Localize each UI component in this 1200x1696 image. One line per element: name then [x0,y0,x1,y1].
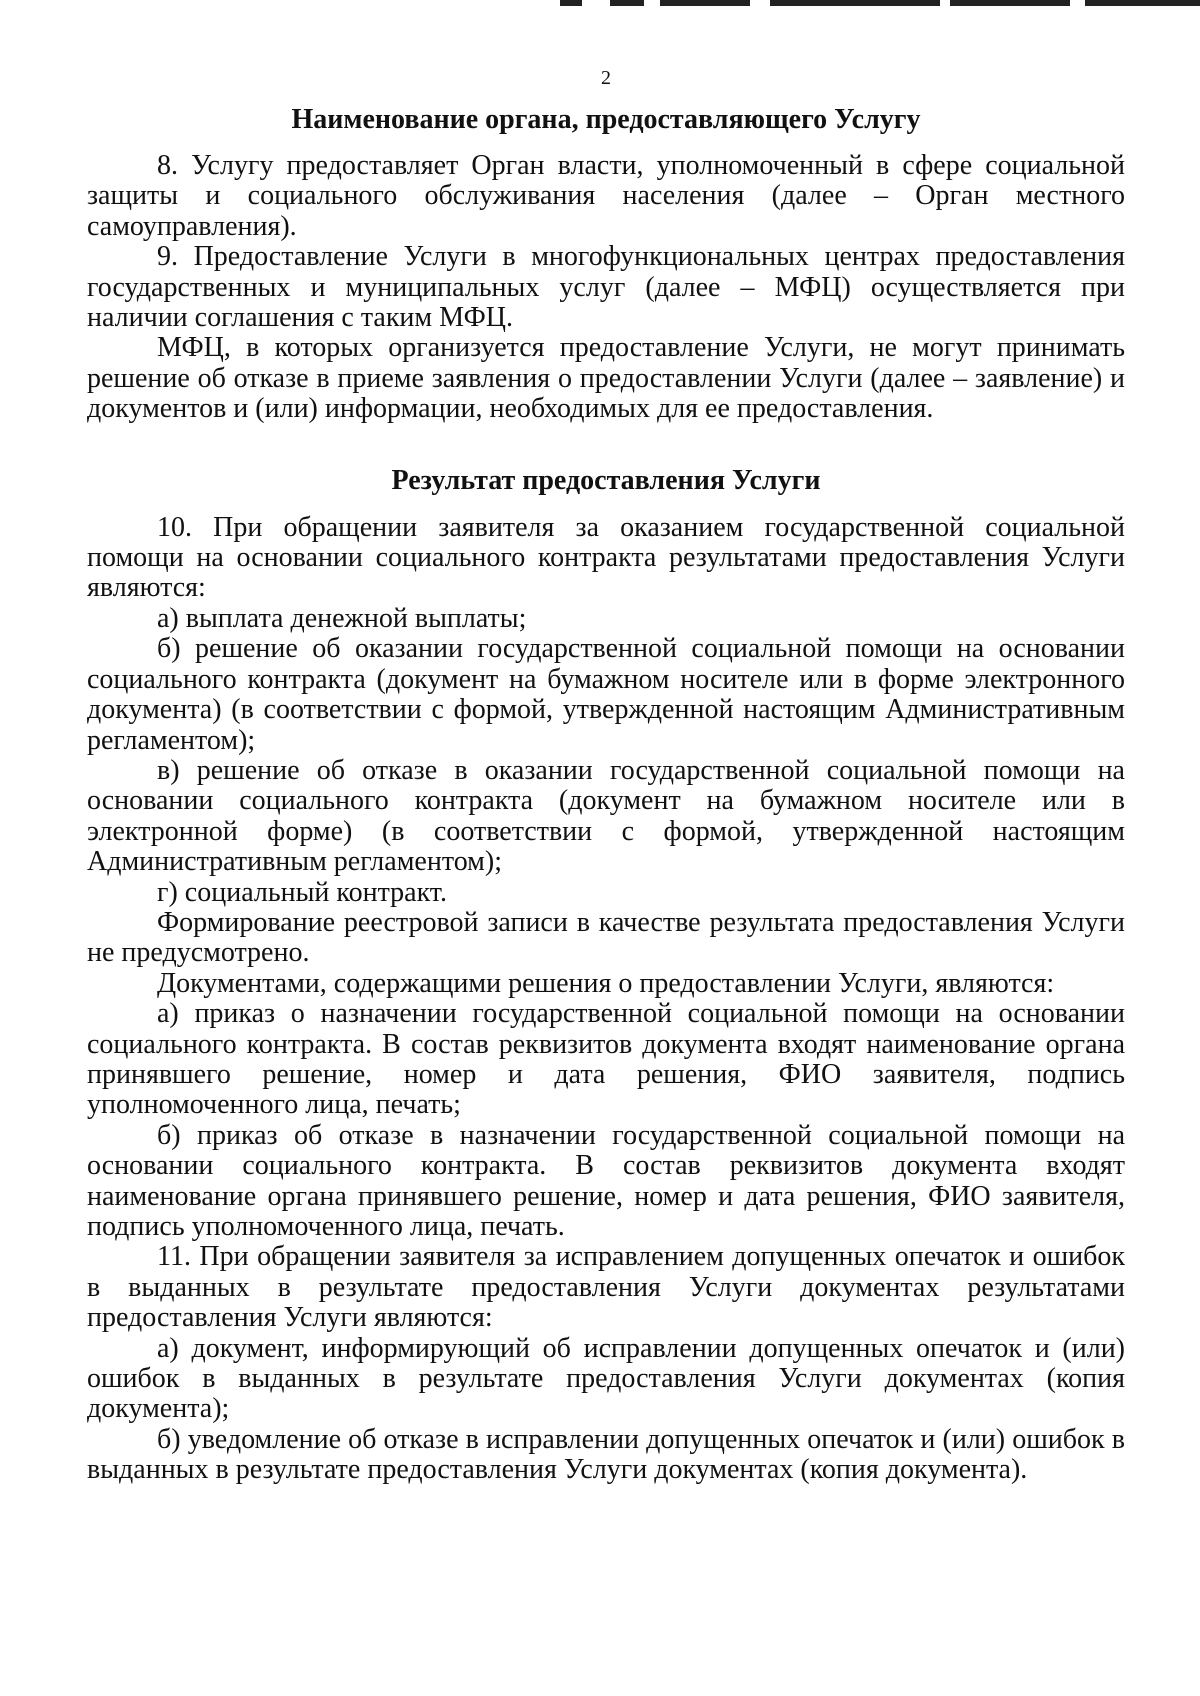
section-issuing-authority [87,104,1125,425]
scan-artifact [560,0,582,6]
section-service-result [87,465,1125,1486]
section-heading: Наименование органа, предоставляющего Услугу [291,104,921,135]
paragraph: Документами, содержащими решения о предоставлении Услуги, являются: [157,967,1055,999]
list-item: б) приказ об отказе в назначении государственной социальной помощи на основании социального контракта. В состав реквизитов документа входят наименование органа принявшего решение, номер и дата решения, ФИО заявителя, подпись уполномоченного лица, печать. [87,1119,1125,1242]
page-number: 2 [601,67,611,89]
list-item: г) социальный контракт. [157,876,447,908]
scan-artifact [1085,0,1200,6]
scan-artifact [770,0,940,6]
paragraph: 8. Услугу предоставляет Орган власти, уполномоченный в сфере социальной защиты и социального обслуживания населения (далее – Орган местного самоуправления). [87,150,1125,242]
list-item: б) решение об оказании государственной социальной помощи на основании социального контракта (документ на бумажном носителе или в форме электронного документа) (в соответствии с формой, утвержденной настоящим Административным регламентом); [87,633,1125,756]
scan-artifact [950,0,1070,6]
list-item: а) выплата денежной выплаты; [157,602,527,634]
document-page [87,64,1125,1486]
list-item: а) документ, информирующий об исправлении допущенных опечаток и (или) ошибок в выданных в результате предоставления Услуги документах (копия документа); [87,1332,1125,1425]
scan-artifact [610,0,644,6]
paragraph: МФЦ, в которых организуется предоставление Услуги, не могут принимать решение об отказе в приеме заявления о предоставлении Услуги (далее – заявление) и документов и (или) информации, необходимых для ее предоставления. [87,332,1125,425]
list-item: б) уведомление об отказе в исправлении допущенных опечаток и (или) ошибок в выданных в результате предоставления Услуги документах (копия документа). [87,1423,1125,1486]
scan-artifact [660,0,750,6]
paragraph: 9. Предоставление Услуги в многофункциональных центрах предоставления государственных и муниципальных услуг (далее – МФЦ) осуществляется при наличии соглашения с таким МФЦ. [87,241,1125,334]
paragraph: 11. При обращении заявителя за исправлением допущенных опечаток и ошибок в выданных в результате предоставления Услуги документах результатами предоставления Услуги являются: [87,1241,1125,1334]
section-heading: Результат предоставления Услуги [391,464,821,496]
paragraph: 10. При обращении заявителя за оказанием государственной социальной помощи на основании социального контракта результатами предоставления Услуги являются: [87,511,1125,604]
list-item: а) приказ о назначении государственной социальной помощи на основании социального контракта. В состав реквизитов документа входят наименование органа принявшего решение, номер и дата решения, ФИО заявителя, подпись уполномоченного лица, печать; [87,998,1125,1121]
paragraph: Формирование реестровой записи в качестве результата предоставления Услуги не предусмотрено. [87,906,1125,969]
list-item: в) решение об отказе в оказании государственной социальной помощи на основании социального контракта (документ на бумажном носителе или в электронной форме) (в соответствии с формой, утвержденной настоящим Административным регламентом); [87,754,1125,878]
